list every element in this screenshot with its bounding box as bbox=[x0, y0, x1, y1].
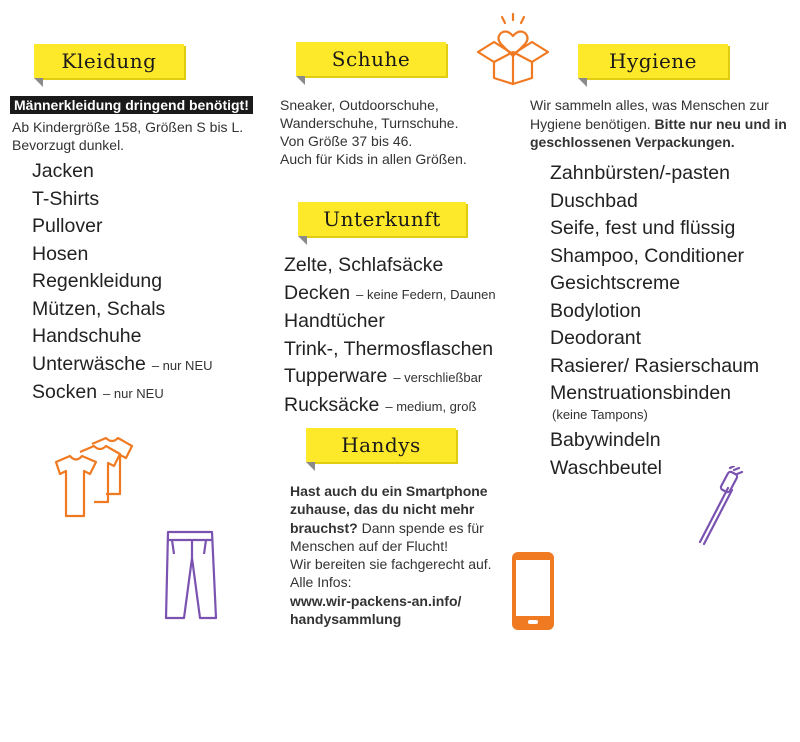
list-item-note: – keine Federn, Daunen bbox=[356, 286, 496, 302]
kleidung-banner bbox=[10, 96, 253, 114]
list-item-label: Mützen, Schals bbox=[32, 297, 166, 320]
list-item-label: Deodorant bbox=[550, 327, 642, 349]
unterkunft-title-text: Unterkunft bbox=[323, 207, 441, 231]
schuhe-line: Sneaker, Outdoorschuhe, bbox=[280, 97, 439, 113]
list-item-label: Trink-, Thermosflaschen bbox=[284, 337, 494, 360]
list-item bbox=[32, 158, 213, 186]
schuhe-title bbox=[296, 42, 446, 76]
handys-link-part2[interactable]: handysammlung bbox=[290, 611, 402, 628]
list-item-label: Zahnbürsten/-pasten bbox=[550, 162, 730, 184]
list-item bbox=[550, 455, 662, 483]
list-item-label: Bodylotion bbox=[550, 299, 642, 322]
list-item-label: Rasierer/ Rasierschaum bbox=[550, 354, 760, 377]
list-item-label: Socken bbox=[32, 381, 98, 403]
list-item bbox=[550, 353, 759, 381]
list-item bbox=[550, 427, 662, 455]
kleidung-line1: Ab Kindergröße 158, Größen S bis L. bbox=[12, 119, 244, 135]
handys-bold-text: Hast auch du ein Smartphone zuhause, das du nicht mehr brauchst? bbox=[290, 483, 488, 536]
hygiene-title-text: Hygiene bbox=[609, 49, 697, 73]
list-item-note: – medium, groß bbox=[385, 398, 477, 414]
list-item-label: Gesichtscreme bbox=[550, 272, 681, 294]
list-item-label: Regenkleidung bbox=[32, 270, 163, 292]
list-item bbox=[32, 323, 213, 351]
list-item bbox=[32, 268, 213, 296]
hygiene-title bbox=[578, 44, 728, 78]
schuhe-line: Auch für Kids in allen Größen. bbox=[280, 151, 467, 167]
tshirt-icon bbox=[52, 436, 136, 522]
list-item-label: Pullover bbox=[32, 215, 103, 237]
list-item bbox=[32, 379, 213, 408]
list-item bbox=[284, 280, 496, 309]
list-item bbox=[550, 270, 759, 298]
list-item-label: Duschbad bbox=[550, 189, 638, 212]
kleidung-banner-text: Männerkleidung dringend benötigt! bbox=[10, 96, 253, 114]
list-item bbox=[32, 213, 213, 241]
list-item-label: Waschbeutel bbox=[550, 456, 663, 479]
hygiene-intro-text: Wir sammeln alles, was Menschen zur Hygiene benötigen. bbox=[530, 97, 769, 132]
list-item-label: Seife, fest und flüssig bbox=[550, 217, 736, 239]
list-item-label: Tupperware bbox=[284, 365, 388, 387]
kleidung-title-text: Kleidung bbox=[61, 49, 157, 73]
list-item bbox=[550, 188, 759, 216]
handys-title-text: Handys bbox=[341, 433, 421, 457]
list-item-label: T-Shirts bbox=[32, 187, 100, 210]
list-item bbox=[550, 215, 759, 243]
list-item-label: Handschuhe bbox=[32, 325, 142, 347]
hygiene-list bbox=[550, 160, 759, 408]
schuhe-text bbox=[280, 96, 467, 168]
handys-link[interactable] bbox=[290, 593, 461, 627]
list-item-label: Jacken bbox=[32, 160, 94, 182]
handys-text2: Wir bereiten sie fachgerecht auf. Alle Infos: bbox=[290, 556, 492, 591]
list-item-label: Hosen bbox=[32, 242, 89, 265]
list-item bbox=[284, 363, 496, 392]
list-item-label: Handtücher bbox=[284, 310, 385, 332]
hygiene-sub-note: (keine Tampons) bbox=[552, 407, 648, 422]
handys-link-part1[interactable]: www.wir-packens-an.info/ bbox=[290, 592, 462, 609]
list-item bbox=[32, 186, 213, 214]
list-item bbox=[550, 298, 759, 326]
list-item-note: – verschließbar bbox=[393, 370, 483, 385]
kleidung-line2: Bevorzugt dunkel. bbox=[12, 137, 125, 153]
handys-text1: Dann spende es für Menschen auf der Flucht! bbox=[290, 519, 484, 554]
list-item bbox=[550, 160, 759, 188]
list-item-label: Unterwäsche bbox=[32, 352, 146, 375]
list-item bbox=[550, 325, 759, 353]
list-item bbox=[32, 241, 213, 269]
hygiene-intro bbox=[530, 96, 798, 152]
hygiene-list-after bbox=[550, 427, 662, 482]
schuhe-title-text: Schuhe bbox=[331, 47, 411, 71]
list-item-label: Babywindeln bbox=[550, 429, 661, 451]
kleidung-title bbox=[34, 44, 184, 78]
list-item-label: Decken bbox=[284, 281, 351, 304]
list-item-label: Rucksäcke bbox=[284, 393, 380, 416]
unterkunft-list bbox=[284, 252, 496, 420]
list-item-note: – nur NEU bbox=[151, 357, 213, 373]
list-item bbox=[550, 243, 759, 271]
list-item-label: Shampoo, Conditioner bbox=[550, 244, 745, 267]
list-item-label: Menstruationsbinden bbox=[550, 382, 732, 404]
kleidung-list bbox=[32, 158, 213, 408]
list-item bbox=[284, 336, 496, 364]
list-item bbox=[550, 380, 759, 408]
hygiene-intro-bold: Bitte nur neu und in geschlossenen Verpackungen. bbox=[530, 115, 787, 150]
list-item-note: – nur NEU bbox=[103, 386, 164, 401]
list-item bbox=[284, 392, 496, 421]
handys-text bbox=[290, 482, 512, 628]
pants-icon bbox=[158, 528, 220, 622]
list-item bbox=[32, 351, 213, 380]
list-item bbox=[284, 252, 496, 280]
schuhe-line: Von Größe 37 bis 46. bbox=[280, 133, 413, 149]
toothbrush-icon bbox=[694, 466, 744, 546]
schuhe-line: Wanderschuhe, Turnschuhe. bbox=[280, 115, 459, 131]
heart-box-icon bbox=[472, 12, 554, 86]
list-item bbox=[284, 308, 496, 336]
unterkunft-title bbox=[298, 202, 466, 236]
handys-title bbox=[306, 428, 456, 462]
list-item-label: Zelte, Schlafsäcke bbox=[284, 254, 444, 276]
smartphone-icon bbox=[510, 550, 556, 632]
list-item bbox=[32, 296, 213, 324]
